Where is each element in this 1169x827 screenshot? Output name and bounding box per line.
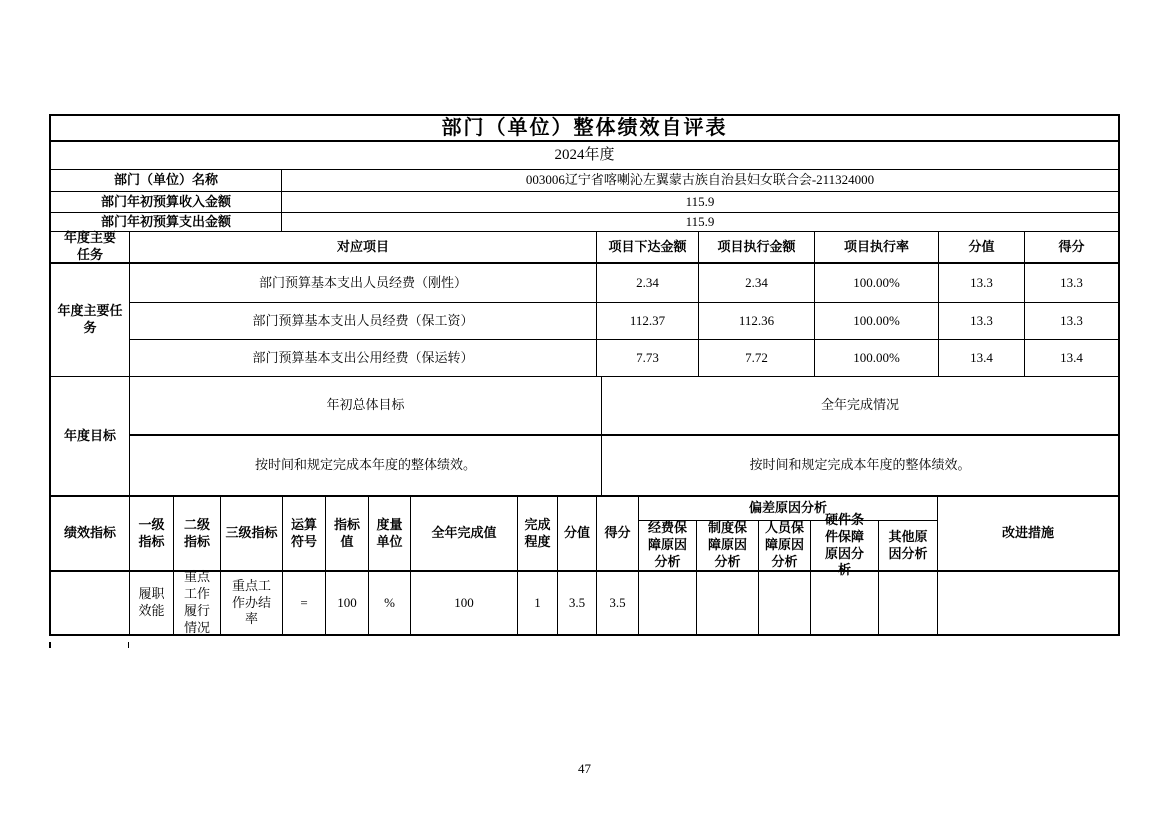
task-rate: 100.00%: [815, 340, 939, 377]
goals-row-header: 年度目标: [51, 377, 130, 497]
indicator-score: 3.5: [597, 572, 639, 634]
col-header-level2: 二级指标: [174, 497, 221, 572]
task-rate: 100.00%: [815, 303, 939, 340]
self-evaluation-table: [49, 114, 1120, 636]
indicator-annual-value: 100: [411, 572, 518, 634]
col-header-deviation-funding: 经费保障原因分析: [639, 521, 697, 572]
indicator-deviation-hardware: [811, 572, 879, 634]
task-project: 部门预算基本支出人员经费（保工资）: [130, 303, 597, 340]
indicators-header-section: [51, 497, 1118, 578]
col-header-points: 分值: [558, 497, 597, 572]
goal-completion-header: 全年完成情况: [602, 377, 1118, 436]
col-header-level1: 一级指标: [130, 497, 174, 572]
task-score: 13.3: [1025, 264, 1118, 303]
goal-completion-value: 按时间和规定完成本年度的整体绩效。: [602, 436, 1118, 497]
col-header-target-value: 指标值: [326, 497, 369, 572]
indicator-level2: 重点工作履行情况: [174, 572, 221, 634]
col-header-deviation-hardware: 硬件条件保障原因分析: [811, 521, 879, 572]
table-title: 部门（单位）整体绩效自评表: [51, 116, 1118, 142]
goal-initial-header: 年初总体目标: [130, 377, 602, 436]
indicator-deviation-funding: [639, 572, 697, 634]
task-score: 13.4: [1025, 340, 1118, 377]
task-points: 13.3: [939, 264, 1025, 303]
year-section: [51, 142, 1118, 170]
col-header-unit: 度量单位: [369, 497, 411, 572]
col-header-issued-amount: 项目下达金额: [597, 232, 699, 264]
indicator-deviation-other: [879, 572, 938, 634]
tasks-body-section: [51, 264, 1118, 377]
goal-initial-value: 按时间和规定完成本年度的整体绩效。: [130, 436, 602, 497]
col-header-deviation-system: 制度保障原因分析: [697, 521, 759, 572]
indicator-target-value: 100: [326, 572, 369, 634]
budget-expense-label: 部门年初预算支出金额: [51, 213, 282, 232]
col-header-annual-value: 全年完成值: [411, 497, 518, 572]
table-border-tail: [128, 642, 129, 648]
fiscal-year: 2024年度: [51, 142, 1118, 170]
task-issued: 112.37: [597, 303, 699, 340]
tasks-row-header: 年度主要任务: [51, 232, 130, 264]
task-executed: 2.34: [699, 264, 815, 303]
task-project: 部门预算基本支出人员经费（刚性）: [130, 264, 597, 303]
table-border-tail: [49, 642, 51, 648]
col-header-score: 得分: [1025, 232, 1118, 264]
page-number: 47: [578, 761, 591, 776]
indicator-deviation-system: [697, 572, 759, 634]
budget-income-label: 部门年初预算收入金额: [51, 192, 282, 213]
budget-expense-value: 115.9: [282, 213, 1118, 232]
tasks-header-section: [51, 232, 1118, 264]
col-header-points: 分值: [939, 232, 1025, 264]
indicators-section-header: 绩效指标: [51, 497, 130, 572]
title-section: [51, 116, 1118, 142]
col-header-operator: 运算符号: [283, 497, 326, 572]
task-executed: 112.36: [699, 303, 815, 340]
indicator-operator: =: [283, 572, 326, 634]
info-section: [51, 170, 1118, 232]
indicator-improvement: [938, 572, 1118, 634]
task-executed: 7.72: [699, 340, 815, 377]
indicator-points: 3.5: [558, 572, 597, 634]
org-name-label: 部门（单位）名称: [51, 170, 282, 192]
indicators-data-section: [51, 569, 1118, 635]
col-header-execution-rate: 项目执行率: [815, 232, 939, 264]
task-rate: 100.00%: [815, 264, 939, 303]
deviation-analysis-header: 偏差原因分析: [639, 497, 938, 521]
goals-section: [51, 377, 1118, 497]
task-points: 13.3: [939, 303, 1025, 340]
tasks-body-row-header: 年度主要任务: [51, 264, 130, 377]
col-header-score: 得分: [597, 497, 639, 572]
task-points: 13.4: [939, 340, 1025, 377]
indicator-deviation-personnel: [759, 572, 811, 634]
col-header-deviation-other: 其他原因分析: [879, 521, 938, 572]
indicator-level1: 履职效能: [130, 572, 174, 634]
col-header-deviation-personnel: 人员保障原因分析: [759, 521, 811, 572]
indicator-completion: 1: [518, 572, 558, 634]
col-header-completion: 完成程度: [518, 497, 558, 572]
budget-income-value: 115.9: [282, 192, 1118, 213]
task-project: 部门预算基本支出公用经费（保运转）: [130, 340, 597, 377]
task-issued: 2.34: [597, 264, 699, 303]
indicator-unit: %: [369, 572, 411, 634]
task-issued: 7.73: [597, 340, 699, 377]
indicator-level3: 重点工作办结率: [221, 572, 283, 634]
indicator-name-cell: [51, 572, 130, 634]
org-name-value: 003006辽宁省喀喇沁左翼蒙古族自治县妇女联合会-211324000: [282, 170, 1118, 192]
col-header-project: 对应项目: [130, 232, 597, 264]
col-header-improvement: 改进措施: [938, 497, 1118, 572]
col-header-executed-amount: 项目执行金额: [699, 232, 815, 264]
task-score: 13.3: [1025, 303, 1118, 340]
col-header-level3: 三级指标: [221, 497, 283, 572]
